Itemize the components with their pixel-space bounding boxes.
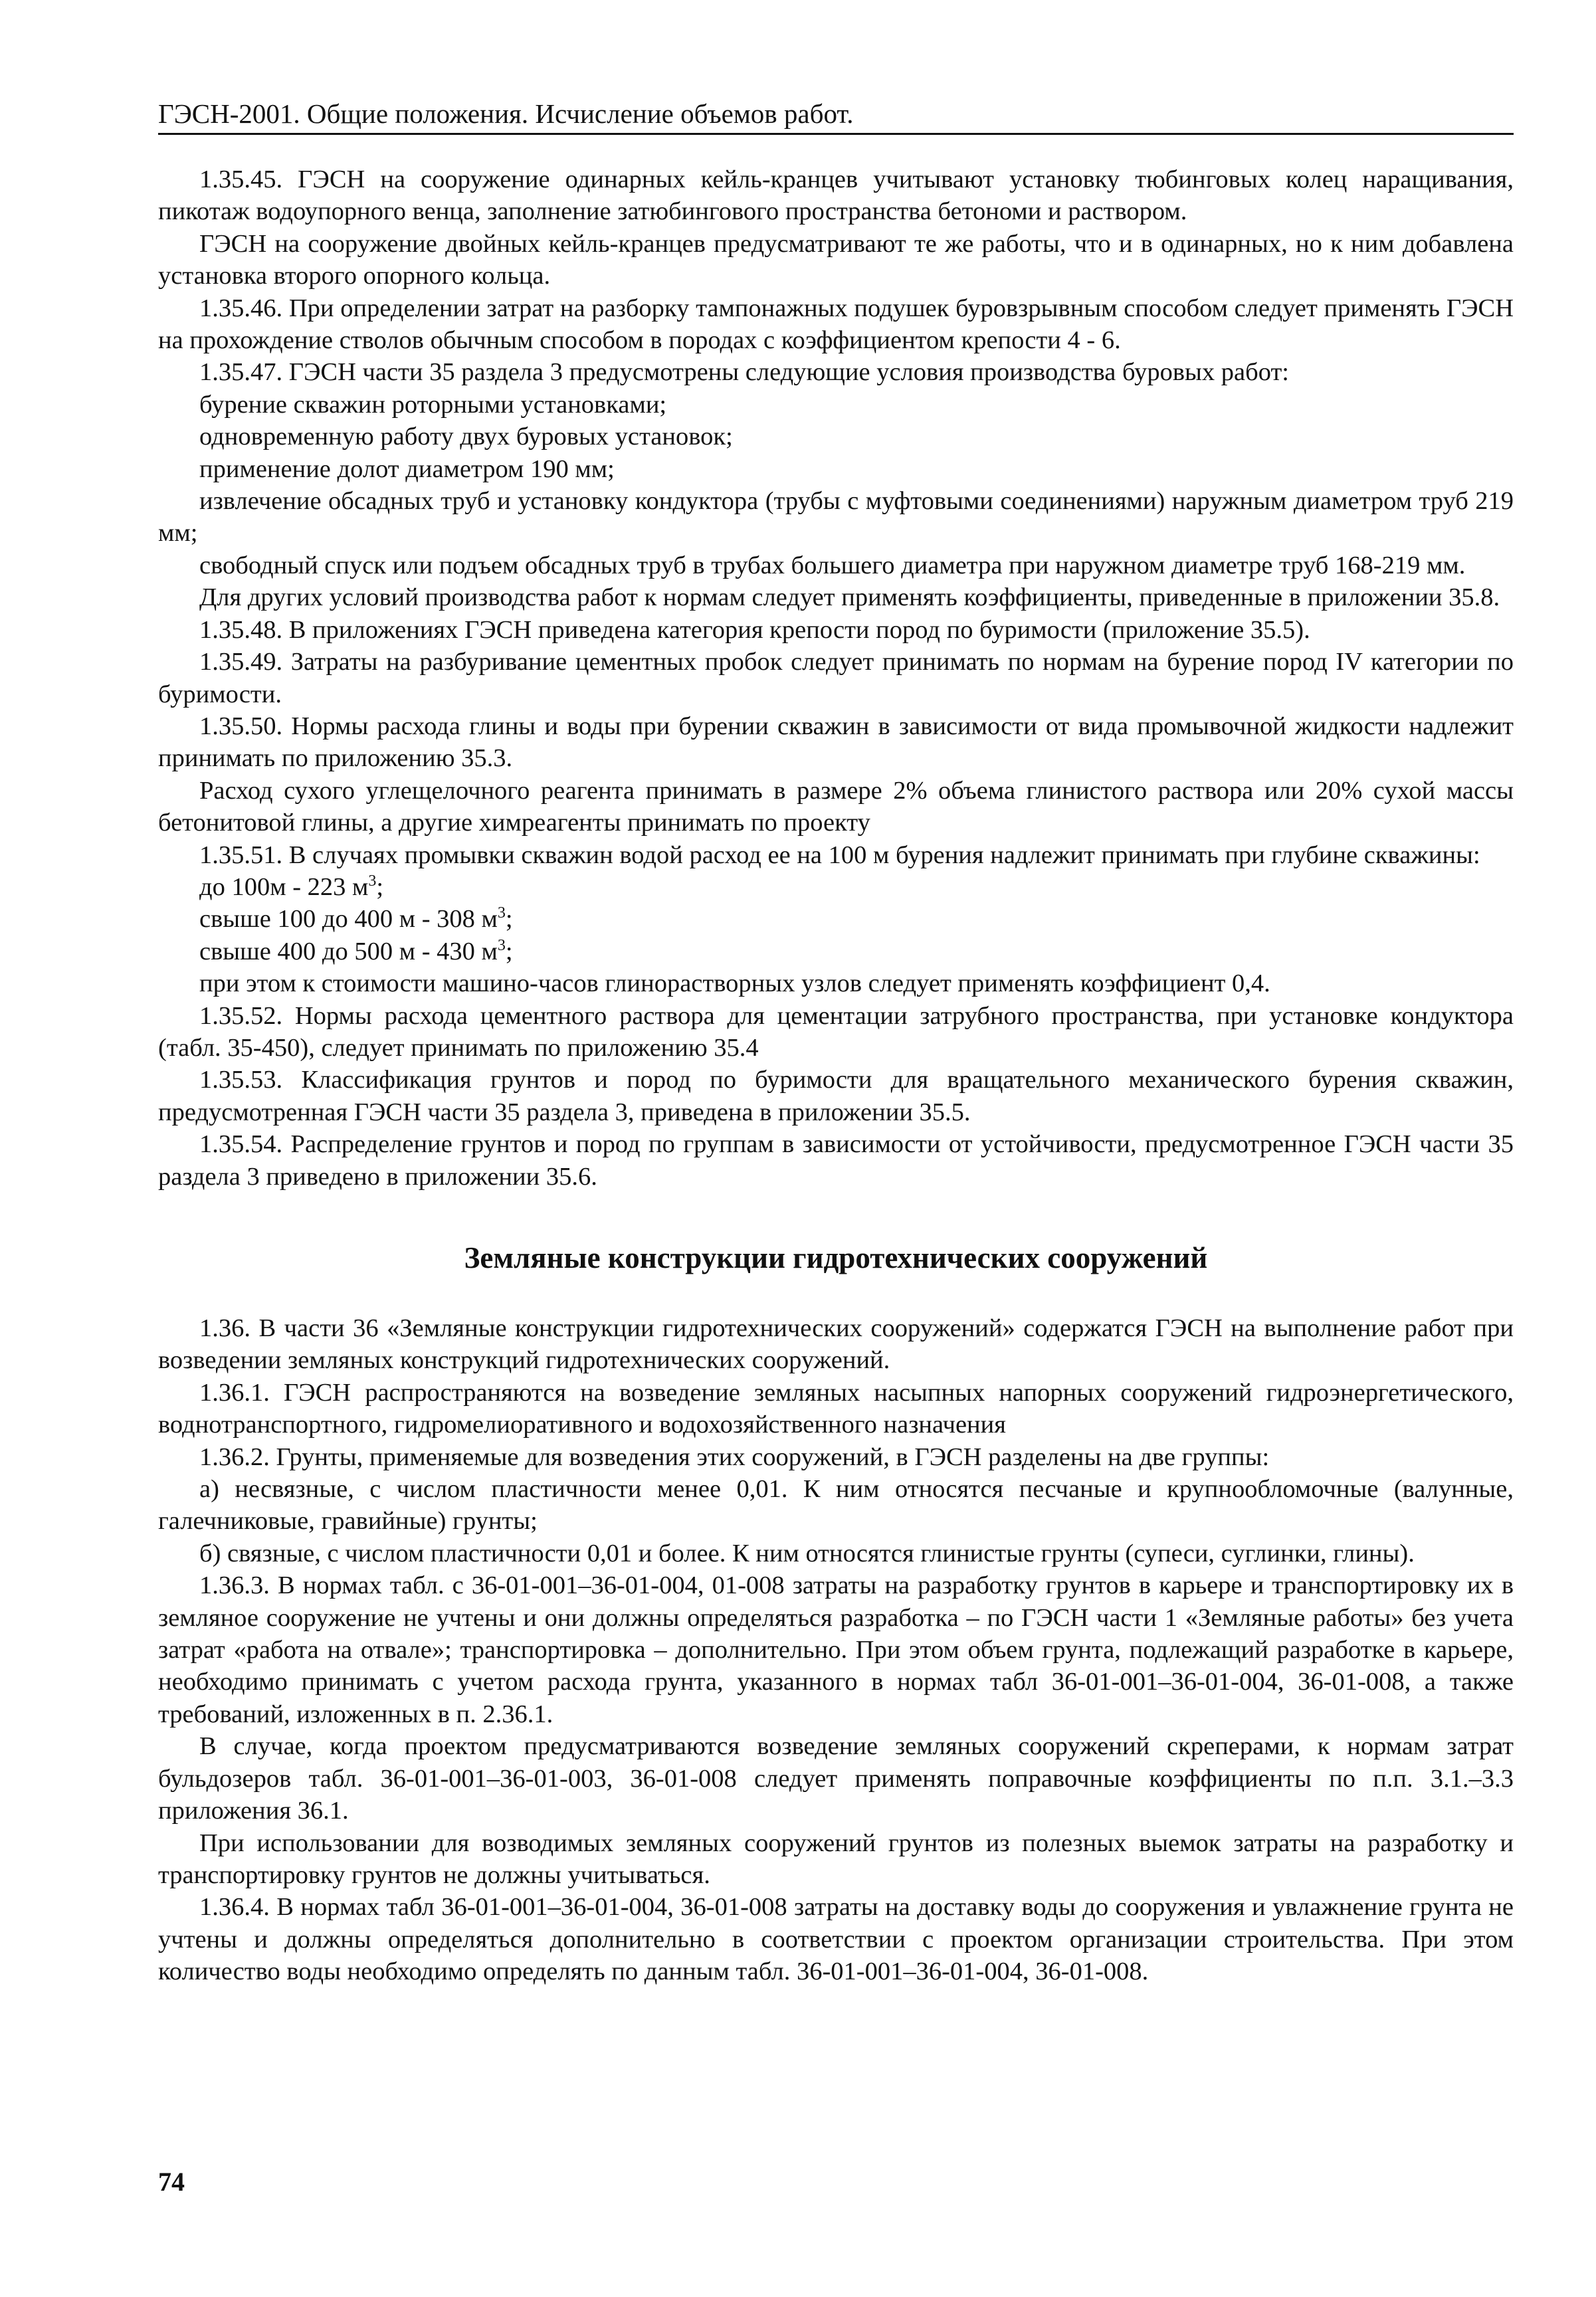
paragraph: 1.35.52. Нормы расхода цементного раствора для цементации затрубного пространства, при установке кондуктора (табл. 35-450), следует принимать по приложению 35.4 bbox=[158, 1001, 1514, 1062]
paragraph: б) связные, с числом пластичности 0,01 и более. К ним относятся глинистые грунты (супеси, суглинки, глины). bbox=[199, 1539, 1415, 1567]
volume-list-item bbox=[158, 936, 1514, 967]
page-number: 74 bbox=[158, 2167, 185, 2197]
document-body bbox=[158, 163, 1514, 1988]
paragraph: извлечение обсадных труб и установку кондуктора (трубы с муфтовыми соединениями) наружным диаметром труб 219 мм; bbox=[158, 487, 1514, 548]
paragraph: а) несвязные, с числом пластичности менее 0,01. К ним относятся песчаные и крупнообломочные (валунные, галечниковые, гравийные) грунты; bbox=[158, 1475, 1514, 1536]
paragraph: 1.35.48. В приложениях ГЭСН приведена категория крепости пород по буримости (приложение 35.5). bbox=[199, 615, 1310, 644]
volume-punctuation: ; bbox=[376, 872, 384, 901]
water-volume-list bbox=[158, 871, 1514, 967]
paragraph: одновременную работу двух буровых установок; bbox=[199, 423, 733, 451]
paragraph: бурение скважин роторными установками; bbox=[199, 390, 667, 419]
unit-superscript: 3 bbox=[497, 936, 506, 954]
paragraph: 1.35.54. Распределение грунтов и пород по группам в зависимости от устойчивости, предусмотренное ГЭСН части 35 раздела 3 приведено в приложении 35.6. bbox=[158, 1130, 1514, 1191]
paragraph: 1.35.49. Затраты на разбуривание цементных пробок следует принимать по нормам на бурение пород IV категории по буримости. bbox=[158, 648, 1514, 708]
unit-superscript: 3 bbox=[368, 872, 377, 890]
section-heading: Земляные конструкции гидротехнических сооружений bbox=[464, 1241, 1208, 1274]
paragraph: при этом к стоимости машино-часов глинорастворных узлов следует применять коэффициент 0,4. bbox=[199, 969, 1270, 998]
volume-text: свыше 100 до 400 м - 308 м bbox=[199, 905, 498, 934]
paragraph: 1.36. В части 36 «Земляные конструкции гидротехнических сооружений» содержатся ГЭСН на выполнение работ при возведении земляных конструкций гидротехнических сооружений. bbox=[158, 1314, 1514, 1375]
volume-list-item bbox=[158, 903, 1514, 935]
paragraph: 1.35.46. При определении затрат на разборку тампонажных подушек буровзрывным способом следует применять ГЭСН на прохождение стволов обычным способом в породах с коэффициентом крепости 4 - 6. bbox=[158, 294, 1514, 355]
volume-text: до 100м - 223 м bbox=[199, 872, 369, 901]
volume-punctuation: ; bbox=[505, 905, 513, 934]
volume-text: свыше 400 до 500 м - 430 м bbox=[199, 937, 498, 965]
paragraph: При использовании для возводимых земляных сооружений грунтов из полезных выемок затраты на разработку и транспортировку грунтов не должны учитываться. bbox=[158, 1829, 1514, 1889]
paragraph: Расход сухого углещелочного реагента принимать в размере 2% объема глинистого раствора или 20% сухой массы бетонитовой глины, а другие химреагенты принимать по проекту bbox=[158, 776, 1514, 837]
paragraph: 1.36.4. В нормах табл 36-01-001–36-01-004, 36-01-008 затраты на доставку воды до сооружения и увлажнение грунта не учтены и должны определяться дополнительно в соответствии с проектом организации строительства. При этом количество воды необходимо определять по данным табл. 36-01-001–36-01-004, 36-01-008. bbox=[158, 1893, 1514, 1986]
paragraph: 1.35.50. Нормы расхода глины и воды при бурении скважин в зависимости от вида промывочной жидкости надлежит принимать по приложению 35.3. bbox=[158, 712, 1514, 773]
running-header: ГЭСН-2001. Общие положения. Исчисление объемов работ. bbox=[158, 97, 1514, 135]
paragraph: свободный спуск или подъем обсадных труб в трубах большего диаметра при наружном диаметре труб 168-219 мм. bbox=[199, 551, 1466, 579]
paragraph: 1.36.1. ГЭСН распространяются на возведение земляных насыпных напорных сооружений гидроэнергетического, воднотранспортного, гидромелиоративного и водохозяйственного назначения bbox=[158, 1378, 1514, 1439]
paragraph: 1.35.47. ГЭСН части 35 раздела 3 предусмотрены следующие условия производства буровых работ: bbox=[199, 358, 1289, 387]
section-35-paragraphs bbox=[158, 163, 1514, 871]
section-35-paragraphs-continued bbox=[158, 967, 1514, 1193]
volume-punctuation: ; bbox=[505, 937, 513, 965]
paragraph: 1.35.45. ГЭСН на сооружение одинарных кейль-кранцев учитывают установку тюбинговых колец наращивания, пикотаж водоупорного венца, заполнение затюбингового пространства бетономи и раствором. bbox=[158, 165, 1514, 226]
paragraph: применение долот диаметром 190 мм; bbox=[199, 454, 615, 483]
paragraph: ГЭСН на сооружение двойных кейль-кранцев предусматривают те же работы, что и в одинарных, но к ним добавлена установка второго опорного кольца. bbox=[158, 229, 1514, 290]
paragraph: 1.35.53. Классификация грунтов и пород по буримости для вращательного механического бурения скважин, предусмотренная ГЭСН части 35 раздела 3, приведена в приложении 35.5. bbox=[158, 1066, 1514, 1126]
paragraph: 1.36.3. В нормах табл. с 36-01-001–36-01-004, 01-008 затраты на разработку грунтов в карьере и транспортировку их в земляное сооружение не учтены и они должны определяться разработка – по ГЭСН части 1 «Земляные работы» без учета затрат «работа на отвале»; транспортировка – дополнительно. При этом объем грунта, подлежащий разработке в карьере, необходимо принимать с учетом расхода грунта, указанного в нормах табл 36-01-001–36-01-004, 36-01-008, а также требований, изложенных в п. 2.36.1. bbox=[158, 1571, 1514, 1728]
volume-list-item bbox=[158, 871, 1514, 903]
paragraph: В случае, когда проектом предусматриваются возведение земляных сооружений скреперами, к нормам затрат бульдозеров табл. 36-01-001–36-01-003, 36-01-008 следует применять поправочные коэффициенты по п.п. 3.1.–3.3 приложения 36.1. bbox=[158, 1732, 1514, 1825]
unit-superscript: 3 bbox=[497, 904, 506, 922]
paragraph: Для других условий производства работ к нормам следует применять коэффициенты, приведенные в приложении 35.8. bbox=[199, 583, 1500, 612]
paragraph: 1.35.51. В случаях промывки скважин водой расход ее на 100 м бурения надлежит принимать при глубине скважины: bbox=[199, 841, 1480, 869]
paragraph: 1.36.2. Грунты, применяемые для возведения этих сооружений, в ГЭСН разделены на две группы: bbox=[199, 1443, 1270, 1471]
section-36-paragraphs bbox=[158, 1312, 1514, 1988]
